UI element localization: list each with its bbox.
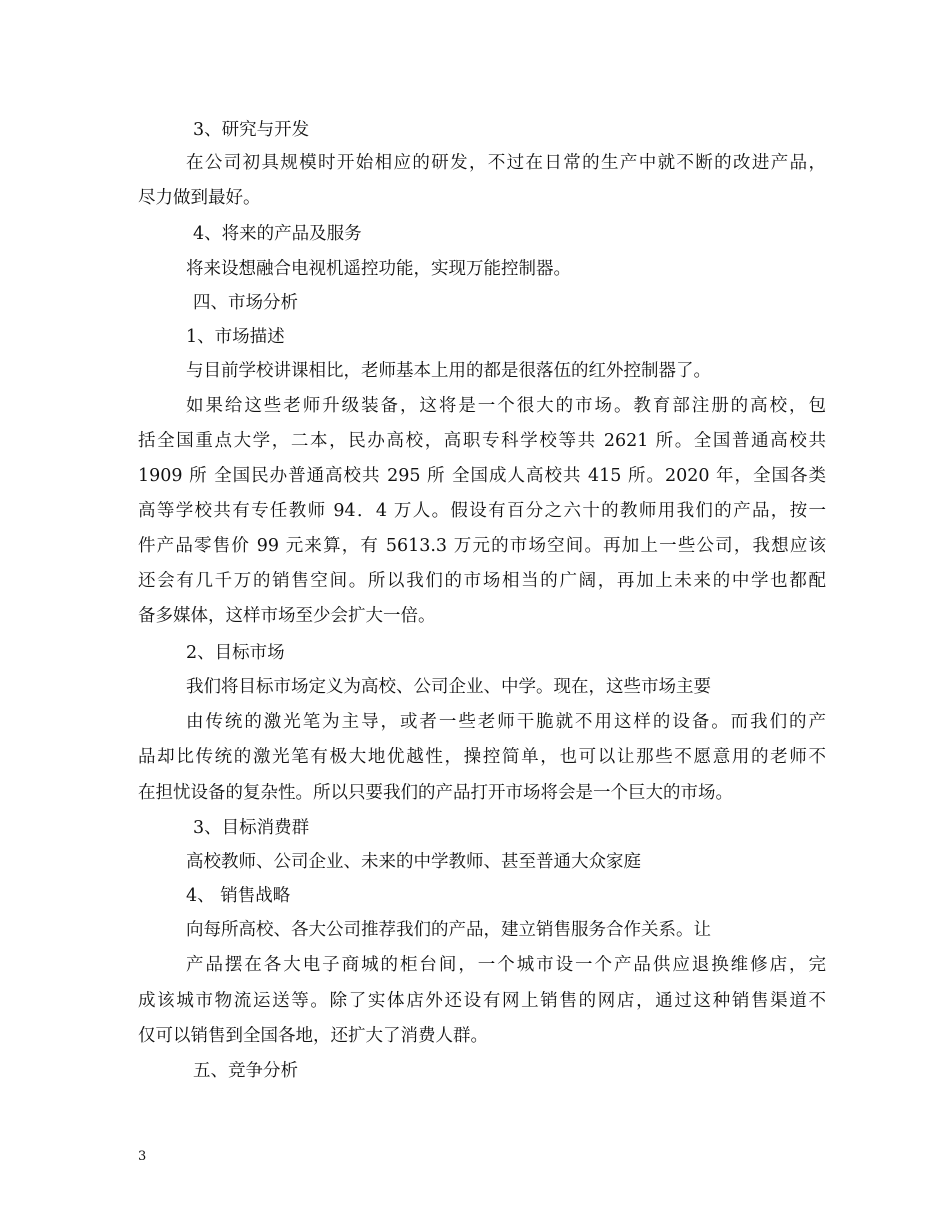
paragraph-line: 高等学校共有专任教师 94．4 万人。假设有百分之六十的教师用我们的产品，按一 [138,501,826,521]
paragraph-line: 尽力做到最好。 [138,188,261,208]
paragraph-line: 还会有几千万的销售空间。所以我们的市场相当的广阔，再加上未来的中学也都配 [138,571,826,591]
paragraph-line: 备多媒体，这样市场至少会扩大一倍。 [138,606,436,626]
paragraph-line: 由传统的激光笔为主导，或者一些老师干脆就不用这样的设备。而我们的产 [186,712,826,732]
paragraph-line: 仅可以销售到全国各地，还扩大了消费人群。 [138,1026,488,1046]
paragraph-line: 1909 所 全国民办普通高校共 295 所 全国成人高校共 415 所。2020 年，全国各类 [138,466,826,486]
paragraph-line: 如果给这些老师升级装备，这将是一个很大的市场。教育部注册的高校，包 [186,396,826,416]
paragraph-line: 向每所高校、各大公司推荐我们的产品，建立销售服务合作关系。让 [186,920,711,940]
paragraph-line: 在公司初具规模时开始相应的研发，不过在日常的生产中就不断的改进产品， [186,153,826,173]
paragraph-line: 品却比传统的激光笔有极大地优越性，操控简单，也可以让那些不愿意用的老师不 [138,747,826,767]
paragraph-line: 在担忧设备的复杂性。所以只要我们的产品打开市场将会是一个巨大的市场。 [138,783,733,803]
paragraph-line: 括全国重点大学，二本，民办高校，高职专科学校等共 2621 所。全国普通高校共 [138,431,826,451]
heading-target-market: 2、目标市场 [186,643,285,663]
paragraph-line: 我们将目标市场定义为高校、公司企业、中学。现在，这些市场主要 [186,677,711,697]
heading-future-products: 4、将来的产品及服务 [193,224,362,244]
paragraph-line: 件产品零售价 99 元来算，有 5613.3 万元的市场空间。再加上一些公司，我想应该 [138,536,826,556]
heading-market-analysis: 四、市场分析 [193,293,298,313]
paragraph-line: 产品摆在各大电子商城的柜台间，一个城市设一个产品供应退换维修店，完 [186,955,826,975]
page-number: 3 [138,1149,147,1164]
paragraph-line: 成该城市物流运送等。除了实体店外还设有网上销售的网店，通过这种销售渠道不 [138,991,826,1011]
heading-market-description: 1、市场描述 [186,327,285,347]
paragraph-line: 高校教师、公司企业、未来的中学教师、甚至普通大众家庭 [186,852,641,872]
paragraph-line: 与目前学校讲课相比，老师基本上用的都是很落伍的红外控制器了。 [186,361,711,381]
paragraph-line: 将来设想融合电视机遥控功能，实现万能控制器。 [186,259,571,279]
heading-target-consumers: 3、目标消费群 [193,818,310,838]
heading-competition-analysis: 五、竞争分析 [193,1061,298,1081]
heading-research-development: 3、研究与开发 [193,120,310,140]
heading-sales-strategy: 4、 销售战略 [186,886,291,906]
